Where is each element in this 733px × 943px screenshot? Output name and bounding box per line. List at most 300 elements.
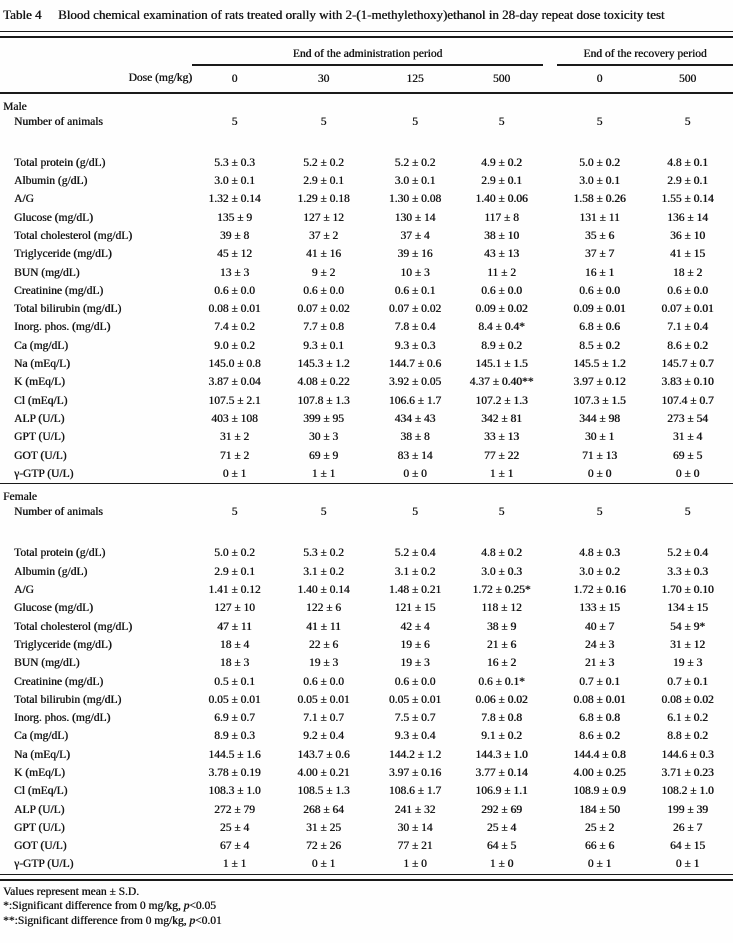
- table-row: [0, 245, 733, 263]
- value-cell: 1.72 ± 0.25*: [472, 584, 531, 597]
- blood-chemistry-table: [0, 38, 733, 874]
- value-cell: 37 ± 2: [308, 229, 339, 242]
- value-cell: 117 ± 8: [484, 211, 519, 224]
- value-cell: 199 ± 39: [667, 803, 708, 816]
- value-cell: 43 ± 13: [483, 248, 520, 261]
- value-cell: 135 ± 9: [216, 211, 253, 224]
- value-cell: 9.0 ± 0.2: [214, 339, 255, 352]
- value-cell: 16 ± 1: [584, 266, 615, 279]
- value-cell: 1.41 ± 0.12: [208, 584, 261, 597]
- spacer: [0, 131, 733, 154]
- param-label: Total protein (g/dL): [14, 547, 106, 560]
- value-cell: 0.07 ± 0.02: [388, 303, 442, 316]
- table-row: [0, 209, 733, 227]
- value-cell: 19 ± 3: [672, 657, 703, 670]
- value-cell: 4.00 ± 0.21: [297, 767, 350, 779]
- table-row: [0, 654, 733, 672]
- footnote-p-symbol: p: [183, 900, 190, 913]
- value-cell: 7.8 ± 0.8: [481, 712, 522, 725]
- table-title: Blood chemical examination of rats treated orally with 2-(1-methylethoxy)ethanol in 28-day repeat dose toxicity test: [58, 7, 665, 22]
- value-cell: 399 ± 95: [303, 412, 344, 425]
- value-cell: 5.3 ± 0.3: [214, 156, 255, 169]
- value-cell: 4.8 ± 0.3: [579, 547, 620, 560]
- table-caption: [0, 0, 733, 24]
- column-gap: [543, 373, 557, 391]
- param-label: Cl (mEq/L): [14, 394, 68, 407]
- table-row: [0, 447, 733, 465]
- value-cell: 292 ± 69: [481, 803, 522, 816]
- value-cell: 1.48 ± 0.21: [388, 584, 442, 597]
- table-row: [0, 746, 733, 764]
- value-cell: 26 ± 7: [672, 821, 703, 834]
- param-label: Albumin (g/dL): [14, 565, 88, 578]
- column-gap: [543, 503, 557, 521]
- animals-row: [0, 113, 733, 131]
- value-cell: 0.09 ± 0.02: [475, 303, 528, 316]
- table-row: [0, 819, 733, 837]
- value-cell: 35 ± 6: [584, 229, 615, 242]
- column-gap: [543, 428, 557, 446]
- column-gap: [543, 227, 557, 245]
- value-cell: 16 ± 2: [486, 657, 517, 670]
- value-cell: 241 ± 32: [394, 803, 436, 816]
- column-gap: [543, 282, 557, 300]
- value-cell: 3.97 ± 0.16: [388, 767, 442, 779]
- column-gap: [543, 764, 557, 782]
- value-cell: 19 ± 6: [400, 638, 430, 651]
- value-cell: 18 ± 3: [219, 657, 250, 670]
- column-gap: [543, 563, 557, 581]
- value-cell: 133 ± 15: [579, 602, 620, 615]
- value-cell: 19 ± 3: [308, 657, 339, 670]
- table-row: [0, 855, 733, 873]
- column-gap: [543, 300, 557, 318]
- value-cell: 144.6 ± 0.3: [661, 748, 714, 761]
- value-cell: 3.77 ± 0.14: [475, 767, 528, 779]
- value-cell: 3.0 ± 0.3: [481, 565, 522, 578]
- column-gap: [543, 154, 557, 172]
- column-gap: [543, 245, 557, 263]
- value-cell: 0.6 ± 0.0: [214, 284, 255, 297]
- value-cell: 8.6 ± 0.2: [667, 339, 708, 352]
- value-cell: 0.08 ± 0.01: [208, 303, 261, 316]
- table-row: [0, 727, 733, 745]
- value-cell: 144.7 ± 0.6: [388, 358, 442, 371]
- value-cell: 118 ± 12: [481, 602, 522, 615]
- value-cell: 144.3 ± 1.0: [475, 748, 528, 761]
- value-cell: 0 ± 1: [675, 858, 700, 871]
- value-cell: 40 ± 7: [584, 620, 615, 633]
- table-row: [0, 599, 733, 617]
- value-cell: 37 ± 7: [584, 248, 615, 261]
- section-label: Male: [3, 100, 27, 113]
- value-cell: 1 ± 0: [403, 858, 427, 871]
- param-label: Na (mEq/L): [14, 358, 70, 371]
- column-gap: [543, 264, 557, 282]
- value-cell: 72 ± 26: [305, 840, 342, 853]
- value-cell: 107.4 ± 0.7: [661, 394, 714, 407]
- value-cell: 268 ± 64: [303, 803, 344, 816]
- table-row: [0, 465, 733, 484]
- value-cell: 0.5 ± 0.1: [214, 675, 255, 688]
- value-cell: 0.08 ± 0.01: [573, 693, 626, 706]
- column-gap: [543, 65, 557, 93]
- column-gap: [543, 38, 557, 65]
- value-cell: 18 ± 2: [672, 266, 703, 279]
- param-label: Triglyceride (mg/dL): [14, 248, 112, 261]
- value-cell: 145.0 ± 0.8: [208, 358, 261, 371]
- value-cell: 4.08 ± 0.22: [297, 376, 350, 389]
- value-cell: 9 ± 2: [311, 266, 336, 279]
- value-cell: 41 ± 16: [305, 248, 342, 261]
- param-label: Triglyceride (mg/dL): [14, 638, 112, 651]
- value-cell: 0.6 ± 0.0: [579, 284, 620, 297]
- column-gap: [543, 654, 557, 672]
- column-gap: [543, 819, 557, 837]
- column-gap: [543, 355, 557, 373]
- table-row: [0, 227, 733, 245]
- value-cell: 5: [498, 506, 505, 519]
- administration-period-header: End of the administration period: [192, 38, 543, 65]
- table-row: [0, 636, 733, 654]
- value-cell: 21 ± 6: [486, 638, 517, 651]
- value-cell: 144.2 ± 1.2: [388, 748, 442, 761]
- value-cell: 8.6 ± 0.2: [579, 730, 620, 743]
- footnote-p01: [3, 914, 733, 929]
- value-cell: 3.3 ± 0.3: [667, 565, 708, 578]
- value-cell: 25 ± 4: [486, 821, 517, 834]
- value-cell: 0.6 ± 0.0: [481, 284, 522, 297]
- section-row: [0, 484, 733, 504]
- value-cell: 5.2 ± 0.2: [303, 156, 344, 169]
- param-label: BUN (mg/dL): [14, 657, 80, 670]
- value-cell: 145.5 ± 1.2: [573, 358, 626, 371]
- value-cell: 1 ± 0: [489, 858, 514, 871]
- value-cell: 0.7 ± 0.1: [579, 675, 620, 688]
- value-cell: 0.6 ± 0.0: [667, 284, 708, 297]
- value-cell: 0.6 ± 0.1*: [478, 675, 525, 688]
- value-cell: 143.7 ± 0.6: [297, 748, 350, 761]
- value-cell: 0.6 ± 0.1: [394, 284, 436, 297]
- value-cell: 38 ± 10: [483, 229, 520, 242]
- value-cell: 30 ± 1: [584, 431, 615, 444]
- value-cell: 0.7 ± 0.1: [667, 675, 708, 688]
- spacer-row: [0, 131, 733, 154]
- value-cell: 64 ± 15: [670, 840, 706, 853]
- value-cell: 4.37 ± 0.40**: [469, 376, 534, 389]
- value-cell: 31 ± 25: [305, 821, 342, 834]
- value-cell: 8.8 ± 0.2: [667, 730, 708, 743]
- value-cell: 66 ± 6: [584, 840, 615, 853]
- value-cell: 2.9 ± 0.1: [481, 175, 522, 188]
- param-label: Glucose (mg/dL): [14, 211, 93, 224]
- param-label: Total bilirubin (mg/dL): [14, 303, 122, 316]
- column-gap: [543, 746, 557, 764]
- column-gap: [543, 691, 557, 709]
- value-cell: 108.5 ± 1.3: [297, 785, 350, 798]
- value-cell: 0.09 ± 0.01: [573, 303, 626, 316]
- dose-value: 0: [557, 65, 642, 93]
- section-row: [0, 93, 733, 113]
- value-cell: 54 ± 9*: [670, 620, 706, 633]
- value-cell: 47 ± 11: [217, 620, 252, 633]
- value-cell: 5: [596, 115, 603, 128]
- column-gap: [543, 709, 557, 727]
- value-cell: 121 ± 15: [394, 602, 436, 615]
- dose-value: 125: [370, 65, 460, 93]
- value-cell: 0.05 ± 0.01: [208, 693, 261, 706]
- table-row: [0, 782, 733, 800]
- value-cell: 0.05 ± 0.01: [388, 693, 442, 706]
- animals-label: Number of animals: [14, 506, 103, 519]
- column-gap: [543, 855, 557, 873]
- table-row: [0, 264, 733, 282]
- value-cell: 6.8 ± 0.8: [579, 712, 620, 725]
- value-cell: 108.6 ± 1.7: [388, 785, 442, 798]
- value-cell: 107.3 ± 1.5: [573, 394, 626, 407]
- param-label: A/G: [14, 193, 34, 206]
- value-cell: 77 ± 22: [483, 449, 520, 462]
- table-row: [0, 172, 733, 190]
- value-cell: 7.7 ± 0.8: [303, 321, 344, 334]
- table-row: [0, 618, 733, 636]
- value-cell: 4.9 ± 0.2: [481, 156, 522, 169]
- value-cell: 272 ± 79: [214, 803, 255, 816]
- param-label: Na (mEq/L): [14, 748, 70, 761]
- value-cell: 6.1 ± 0.2: [667, 712, 708, 725]
- table-row: [0, 190, 733, 208]
- param-label: Total cholesterol (mg/dL): [14, 620, 132, 633]
- column-gap: [543, 392, 557, 410]
- value-cell: 3.97 ± 0.12: [573, 376, 626, 389]
- value-cell: 0.6 ± 0.0: [303, 675, 344, 688]
- value-cell: 0 ± 1: [587, 858, 612, 871]
- column-gap: [543, 837, 557, 855]
- value-cell: 1.32 ± 0.14: [208, 193, 261, 206]
- value-cell: 342 ± 81: [481, 412, 522, 425]
- table-row: [0, 337, 733, 355]
- value-cell: 10 ± 3: [400, 266, 430, 279]
- param-label: Cl (mEq/L): [14, 785, 68, 798]
- value-cell: 145.3 ± 1.2: [297, 358, 350, 371]
- value-cell: 9.3 ± 0.1: [303, 339, 344, 352]
- value-cell: 25 ± 4: [219, 821, 250, 834]
- value-cell: 21 ± 3: [584, 657, 615, 670]
- value-cell: 5: [412, 115, 418, 128]
- value-cell: 45 ± 12: [216, 248, 253, 261]
- value-cell: 1.72 ± 0.16: [573, 584, 626, 597]
- value-cell: 3.1 ± 0.2: [394, 565, 436, 578]
- param-label: GOT (U/L): [14, 840, 67, 853]
- value-cell: 1.70 ± 0.10: [661, 584, 714, 597]
- param-label: GOT (U/L): [14, 449, 67, 462]
- value-cell: 344 ± 98: [579, 412, 620, 425]
- value-cell: 2.9 ± 0.1: [303, 175, 344, 188]
- value-cell: 107.5 ± 2.1: [208, 394, 261, 407]
- column-gap: [543, 410, 557, 428]
- value-cell: 1.40 ± 0.06: [475, 193, 528, 206]
- value-cell: 434 ± 43: [394, 412, 436, 425]
- value-cell: 13 ± 3: [219, 266, 250, 279]
- footnote-condition: <0.05: [189, 900, 216, 913]
- dose-label: Dose (mg/kg): [0, 65, 192, 93]
- column-gap: [543, 113, 557, 131]
- value-cell: 6.9 ± 0.7: [214, 712, 255, 725]
- value-cell: 41 ± 15: [670, 248, 706, 261]
- table-row: [0, 709, 733, 727]
- value-cell: 9.3 ± 0.4: [394, 730, 436, 743]
- value-cell: 37 ± 4: [400, 229, 430, 242]
- footnote-text: Values represent mean ± S.D.: [3, 885, 139, 898]
- value-cell: 7.1 ± 0.4: [667, 321, 708, 334]
- param-label: Glucose (mg/dL): [14, 602, 93, 615]
- value-cell: 0 ± 0: [403, 467, 427, 480]
- footnote-mean-sd: [3, 885, 733, 900]
- value-cell: 3.78 ± 0.19: [208, 767, 261, 779]
- value-cell: 3.92 ± 0.05: [388, 376, 442, 389]
- dose-value: 0: [192, 65, 277, 93]
- recovery-period-header: End of the recovery period: [557, 38, 733, 65]
- table-row: [0, 837, 733, 855]
- value-cell: 106.6 ± 1.7: [388, 394, 442, 407]
- param-label: GPT (U/L): [14, 821, 65, 834]
- footnotes: [0, 881, 733, 929]
- value-cell: 5: [684, 506, 691, 519]
- param-label: γ-GTP (U/L): [14, 467, 74, 480]
- value-cell: 3.0 ± 0.1: [394, 175, 436, 188]
- table-row: [0, 801, 733, 819]
- value-cell: 39 ± 16: [397, 248, 433, 261]
- value-cell: 5: [320, 506, 327, 519]
- table-row: [0, 673, 733, 691]
- value-cell: 184 ± 50: [579, 803, 620, 816]
- value-cell: 134 ± 15: [667, 602, 708, 615]
- value-cell: 3.0 ± 0.1: [214, 175, 255, 188]
- table-row: [0, 428, 733, 446]
- column-gap: [543, 190, 557, 208]
- value-cell: 2.9 ± 0.1: [214, 565, 255, 578]
- table-row: [0, 581, 733, 599]
- column-gap: [543, 465, 557, 484]
- value-cell: 0.6 ± 0.0: [394, 675, 436, 688]
- value-cell: 7.4 ± 0.2: [214, 321, 255, 334]
- param-label: K (mEq/L): [14, 376, 65, 389]
- value-cell: 33 ± 13: [483, 431, 520, 444]
- value-cell: 108.2 ± 1.0: [661, 785, 714, 798]
- table-row: [0, 373, 733, 391]
- value-cell: 5: [320, 115, 327, 128]
- param-label: BUN (mg/dL): [14, 266, 80, 279]
- animals-label: Number of animals: [14, 115, 103, 128]
- param-label: ALP (U/L): [14, 803, 65, 816]
- value-cell: 31 ± 2: [219, 431, 250, 444]
- value-cell: 107.8 ± 1.3: [297, 394, 350, 407]
- value-cell: 6.8 ± 0.6: [579, 321, 620, 334]
- value-cell: 1.29 ± 0.18: [297, 193, 350, 206]
- param-label: Inorg. phos. (mg/dL): [14, 712, 111, 725]
- footnote-condition: <0.01: [195, 914, 222, 927]
- value-cell: 9.2 ± 0.4: [303, 730, 344, 743]
- param-label: GPT (U/L): [14, 431, 65, 444]
- value-cell: 1 ± 1: [311, 467, 336, 480]
- dose-row: [0, 65, 733, 93]
- spacer-row: [0, 521, 733, 544]
- table-row: [0, 282, 733, 300]
- param-label: K (mEq/L): [14, 767, 65, 779]
- value-cell: 108.3 ± 1.0: [208, 785, 261, 798]
- value-cell: 38 ± 9: [486, 620, 517, 633]
- column-gap: [543, 209, 557, 227]
- value-cell: 31 ± 4: [672, 431, 703, 444]
- param-label: Inorg. phos. (mg/dL): [14, 321, 111, 334]
- column-gap: [543, 581, 557, 599]
- value-cell: 24 ± 3: [584, 638, 615, 651]
- value-cell: 5.0 ± 0.2: [214, 547, 255, 560]
- value-cell: 4.8 ± 0.2: [481, 547, 522, 560]
- column-gap: [543, 727, 557, 745]
- value-cell: 0 ± 0: [675, 467, 700, 480]
- table-row: [0, 764, 733, 782]
- value-cell: 8.9 ± 0.2: [481, 339, 522, 352]
- value-cell: 127 ± 12: [303, 211, 344, 224]
- table-row: [0, 355, 733, 373]
- value-cell: 0.07 ± 0.01: [661, 303, 714, 316]
- value-cell: 5.2 ± 0.2: [394, 156, 436, 169]
- column-gap: [543, 318, 557, 336]
- value-cell: 0.08 ± 0.02: [661, 693, 714, 706]
- value-cell: 5: [498, 115, 505, 128]
- period-header-row: [0, 38, 733, 65]
- value-cell: 71 ± 2: [219, 449, 250, 462]
- value-cell: 136 ± 14: [667, 211, 708, 224]
- value-cell: 7.1 ± 0.7: [303, 712, 344, 725]
- table-row: [0, 300, 733, 318]
- table-row: [0, 392, 733, 410]
- value-cell: 145.7 ± 0.7: [661, 358, 714, 371]
- value-cell: 3.1 ± 0.2: [303, 565, 344, 578]
- top-double-rule: [0, 31, 733, 38]
- spacer: [0, 521, 733, 544]
- value-cell: 22 ± 6: [308, 638, 339, 651]
- column-gap: [543, 337, 557, 355]
- value-cell: 3.87 ± 0.04: [208, 376, 261, 389]
- value-cell: 0.6 ± 0.0: [303, 284, 344, 297]
- value-cell: 71 ± 13: [582, 449, 618, 462]
- value-cell: 30 ± 14: [397, 821, 433, 834]
- table-row: [0, 410, 733, 428]
- value-cell: 8.5 ± 0.2: [579, 339, 620, 352]
- column-gap: [543, 673, 557, 691]
- value-cell: 0 ± 0: [587, 467, 612, 480]
- value-cell: 127 ± 10: [214, 602, 255, 615]
- value-cell: 5: [596, 506, 603, 519]
- value-cell: 5.2 ± 0.4: [667, 547, 708, 560]
- value-cell: 9.3 ± 0.3: [394, 339, 436, 352]
- value-cell: 145.1 ± 1.5: [475, 358, 528, 371]
- value-cell: 5.3 ± 0.2: [303, 547, 344, 560]
- header-blank: [0, 38, 192, 65]
- dose-value: 30: [277, 65, 370, 93]
- value-cell: 1 ± 1: [489, 467, 514, 480]
- value-cell: 0.05 ± 0.01: [297, 693, 350, 706]
- footnote-text: *:Significant difference from 0 mg/kg,: [3, 900, 184, 913]
- footnote-p-symbol: p: [189, 914, 196, 927]
- table-number: Table 4: [3, 7, 42, 22]
- value-cell: 4.00 ± 0.25: [573, 767, 626, 779]
- value-cell: 106.9 ± 1.1: [475, 785, 528, 798]
- value-cell: 5: [684, 115, 691, 128]
- table-row: [0, 691, 733, 709]
